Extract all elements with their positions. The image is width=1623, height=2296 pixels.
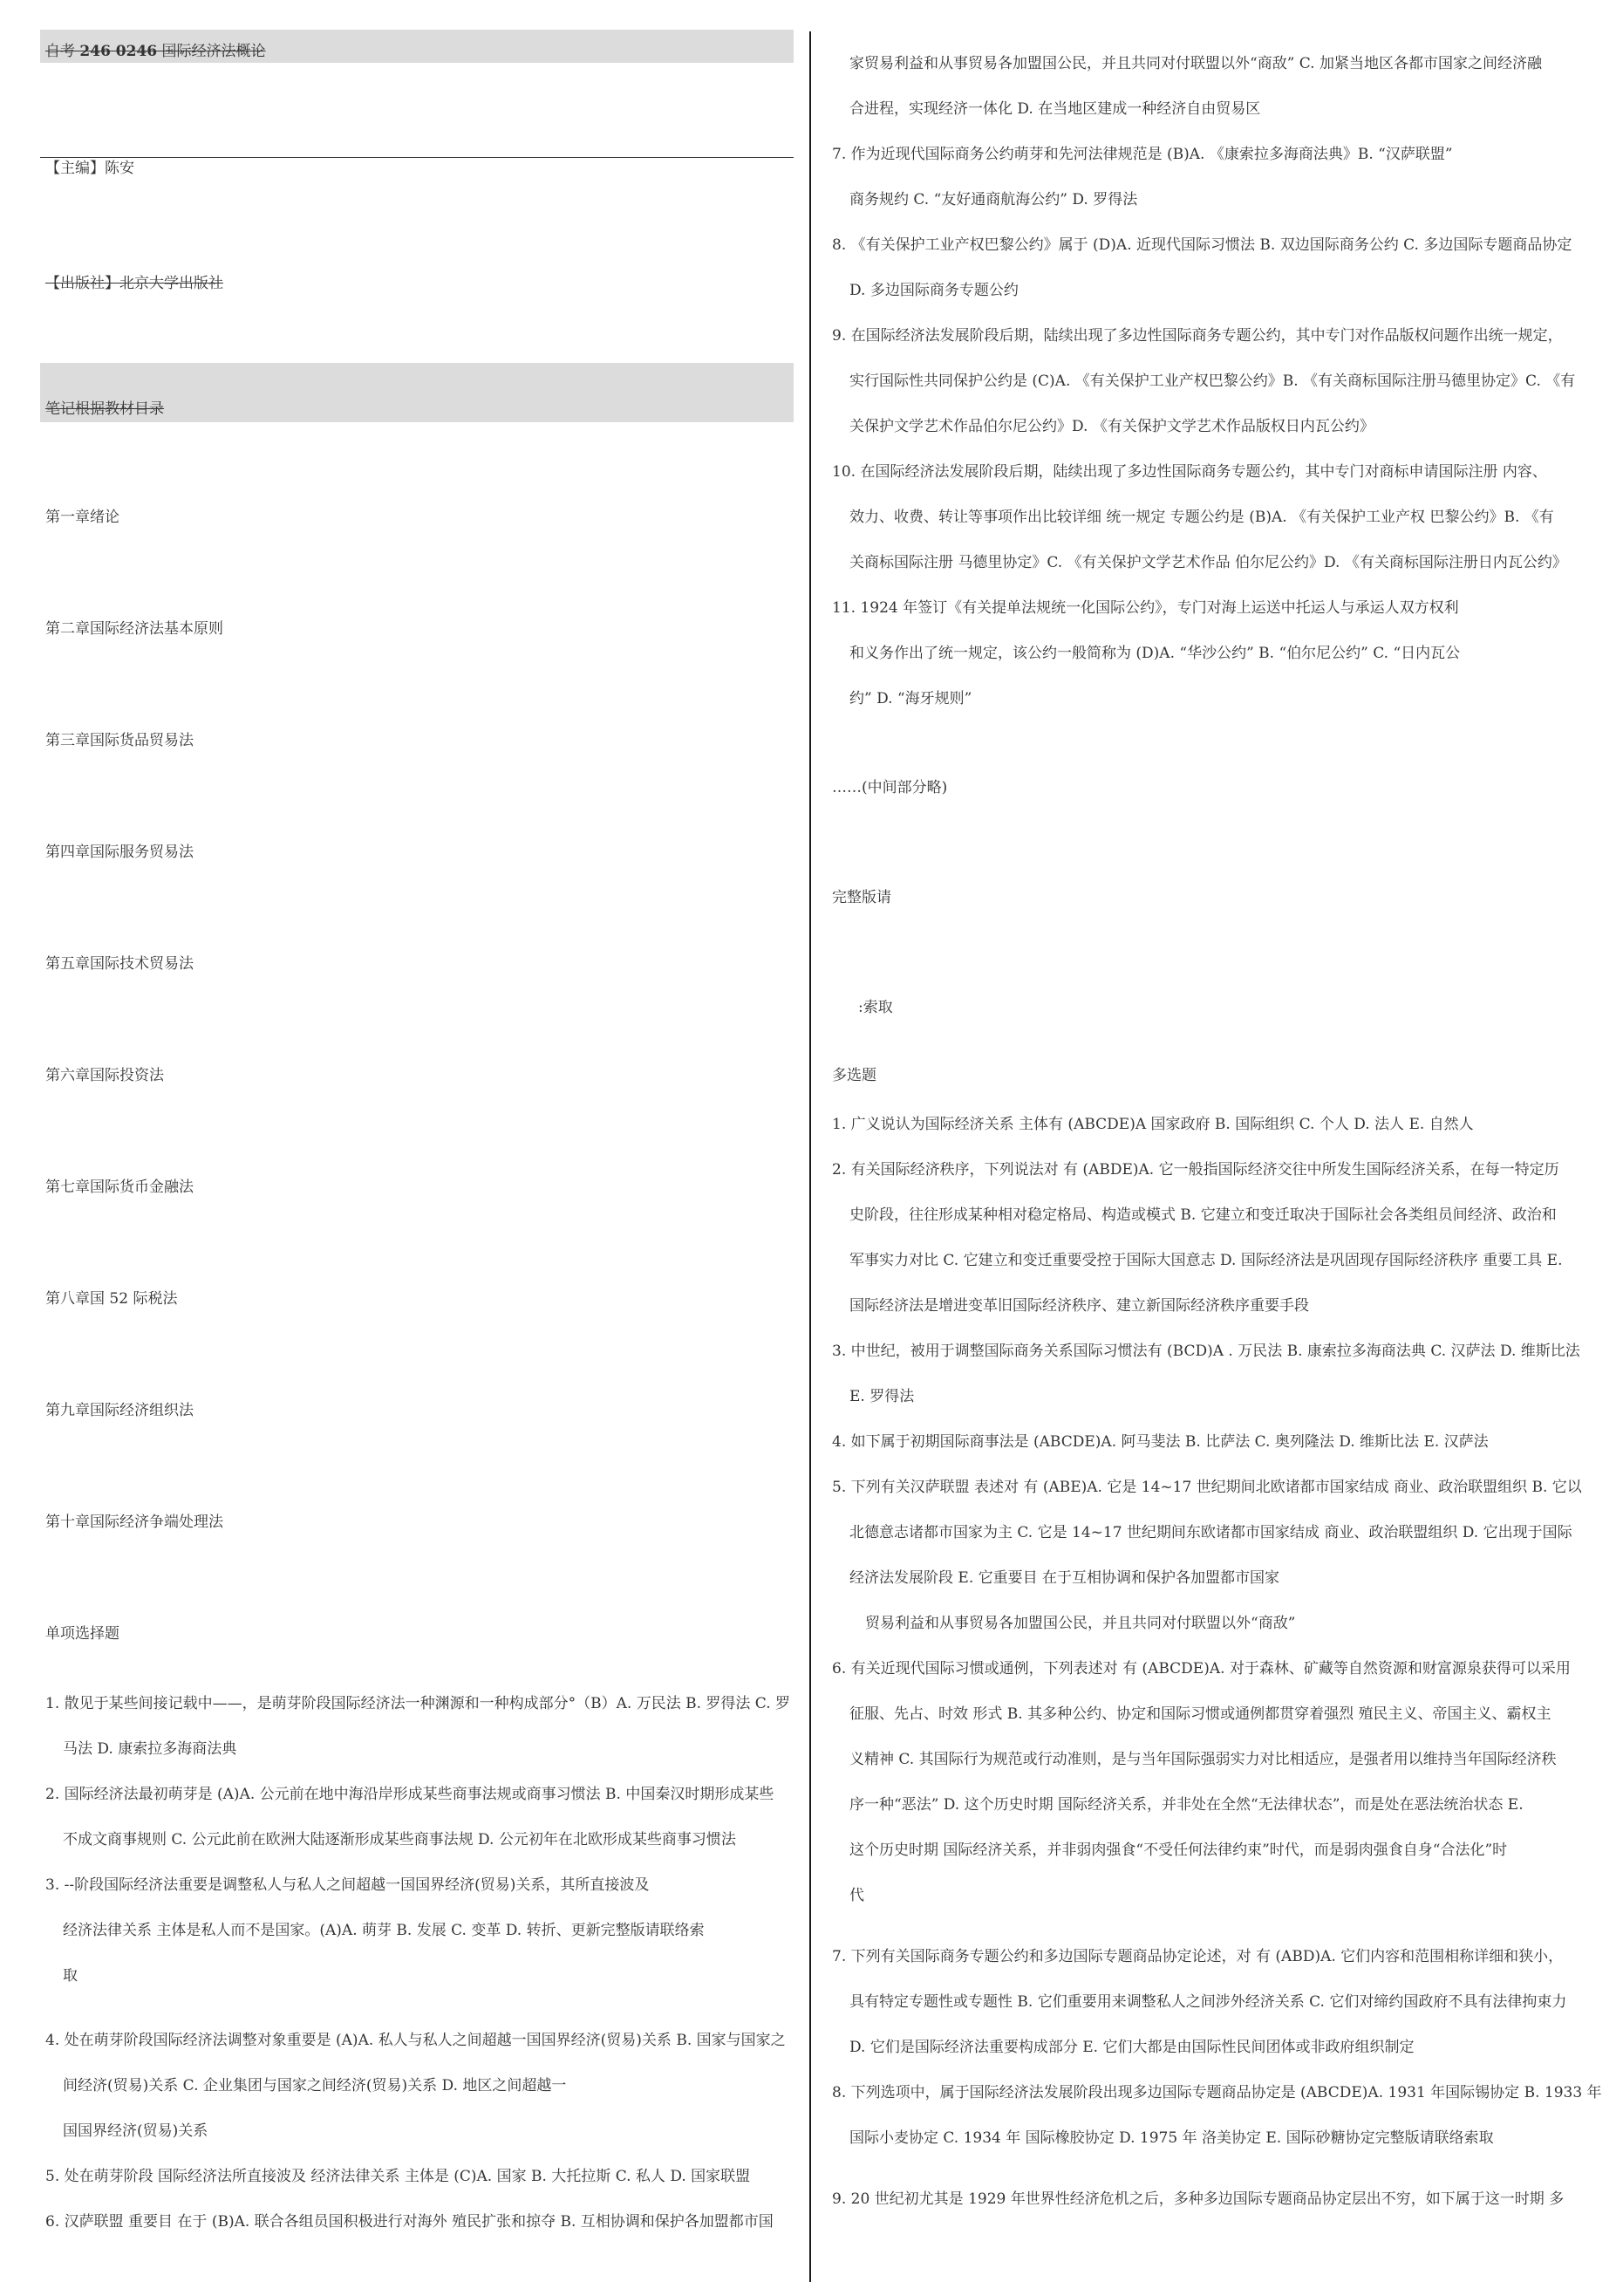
- m-line: 国际经济法是增进变革旧国际经济秩序、建立新国际经济秩序重要手段: [849, 1297, 1309, 1315]
- column-divider: [809, 31, 811, 2282]
- m-line: 北德意志诸都市国家为主 C. 它是 14~17 世纪期间东欧诸都市国家结成 商业、政治联盟组织 D. 它出现于国际: [849, 1524, 1572, 1541]
- q-line: 取: [63, 1967, 78, 1985]
- q-line: 4. 处在萌芽阶段国际经济法调整对象重要是 (A)A. 私人与私人之间超越一国国界经济(贸易)关系 B. 国家与国家之: [45, 2032, 786, 2049]
- chapter-9: 第九章国际经济组织法: [45, 1402, 194, 1419]
- section-single-choice: 单项选择题: [45, 1625, 119, 1643]
- publisher-line: 【出版社】北京大学出版社: [45, 275, 223, 292]
- chapter-6: 第六章国际投资法: [45, 1067, 164, 1084]
- q-line: 2. 国际经济法最初萌芽是 (A)A. 公元前在地中海沿岸形成某些商事法规或商事习惯法 B. 中国秦汉时期形成某些: [45, 1786, 774, 1803]
- r-line: 关保护文学艺术作品伯尔尼公约》D. 《有关保护文学艺术作品版权日内瓦公约》: [849, 418, 1374, 435]
- chapter-5: 第五章国际技术贸易法: [45, 955, 194, 973]
- r-line: 效力、收费、转让等事项作出比较详细 统一规定 专题公约是 (B)A. 《有关保护工业产权 巴黎公约》B. 《有: [849, 509, 1554, 526]
- m-line: 6. 有关近现代国际习惯或通例，下列表述对 有 (ABCDE)A. 对于森林、矿藏等自然资源和财富源泉获得可以采用: [832, 1660, 1571, 1678]
- r-line: 8. 《有关保护工业产权巴黎公约》属于 (D)A. 近现代国际习惯法 B. 双边国际商务公约 C. 多边国际专题商品协定: [832, 236, 1572, 254]
- m-line: E. 罗得法: [849, 1388, 915, 1405]
- r-line: 实行国际性共同保护公约是 (C)A. 《有关保护工业产权巴黎公约》B. 《有关商标国际注册马德里协定》C. 《有: [849, 372, 1576, 390]
- r-line: 11. 1924 年签订《有关提单法规统一化国际公约》，专门对海上运送中托运人与承运人双方权利: [832, 599, 1459, 617]
- chapter-7: 第七章国际货币金融法: [45, 1179, 194, 1196]
- full-version-note: 完整版请: [832, 889, 891, 906]
- header-prefix: 自考: [45, 43, 75, 60]
- q-line: 马法 D. 康索拉多海商法典: [63, 1740, 237, 1758]
- chapter-1: 第一章绪论: [45, 509, 119, 526]
- chapter-4: 第四章国际服务贸易法: [45, 844, 194, 861]
- m-line: 9. 20 世纪初尤其是 1929 年世界性经济危机之后，多种多边国际专题商品协定层出不穷，如下属于这一时期 多: [832, 2190, 1565, 2208]
- chapter-2: 第二章国际经济法基本原则: [45, 620, 223, 638]
- r-line: D. 多边国际商务专题公约: [849, 282, 1019, 299]
- r-line: 家贸易利益和从事贸易各加盟国公民，并且共同对付联盟以外“商敌” C. 加紧当地区各都市国家之间经济融: [849, 55, 1542, 72]
- r-line: 约” D. “海牙规则”: [849, 690, 972, 707]
- q-line: 1. 散见于某些间接记载中——，是萌芽阶段国际经济法一种渊源和一种构成部分°（B）A. 万民法 B. 罗得法 C. 罗: [45, 1695, 791, 1712]
- m-line: 7. 下列有关国际商务专题公约和多边国际专题商品协定论述，对 有 (ABD)A. 它们内容和范围相称详细和狭小，: [832, 1948, 1564, 1965]
- m-line: 国际小麦协定 C. 1934 年 国际橡胶协定 D. 1975 年 洛美协定 E. 国际砂糖协定完整版请联络索取: [849, 2129, 1494, 2147]
- m-line: D. 它们是国际经济法重要构成部分 E. 它们大都是由国际性民间团体或非政府组织制定: [849, 2039, 1415, 2056]
- m-line: 这个历史时期 国际经济关系，并非弱肉强食“不受任何法律约束”时代，而是弱肉强食自身“合法化”时: [849, 1842, 1508, 1859]
- chapter-10: 第十章国际经济争端处理法: [45, 1514, 223, 1531]
- chapter-8: 第八章国 52 际税法: [45, 1290, 178, 1308]
- m-line: 代: [849, 1887, 864, 1904]
- m-line: 1. 广义说认为国际经济关系 主体有 (ABCDE)A 国家政府 B. 国际组织 C. 个人 D. 法人 E. 自然人: [832, 1116, 1474, 1133]
- m-line: 4. 如下属于初期国际商事法是 (ABCDE)A. 阿马斐法 B. 比萨法 C. 奥列隆法 D. 维斯比法 E. 汉萨法: [832, 1433, 1489, 1451]
- m-line: 军事实力对比 C. 它建立和变迁重要受控于国际大国意志 D. 国际经济法是巩固现存国际经济秩序 重要工具 E.: [849, 1252, 1563, 1269]
- m-line: 义精神 C. 其国际行为规范或行动准则，是与当年国际强弱实力对比相适应，是强者用以维持当年国际经济秩: [849, 1751, 1557, 1768]
- m-line: 8. 下列选项中，属于国际经济法发展阶段出现多边国际专题商品协定是 (ABCDE)A. 1931 年国际锡协定 B. 1933 年: [832, 2084, 1602, 2101]
- m-line: 2. 有关国际经济秩序，下列说法对 有 (ABDE)A. 它一般指国际经济交往中所发生国际经济关系，在每一特定历: [832, 1161, 1559, 1179]
- r-line: 9. 在国际经济法发展阶段后期，陆续出现了多边性国际商务专题公约，其中专门对作品版权问题作出统一规定，: [832, 327, 1563, 345]
- m-line: 贸易利益和从事贸易各加盟国公民，并且共同对付联盟以外“商敌”: [865, 1615, 1296, 1632]
- m-line: 经济法发展阶段 E. 它重要目 在于互相协调和保护各加盟都市国家: [849, 1569, 1280, 1587]
- m-line: 3. 中世纪，被用于调整国际商务关系国际习惯法有 (BCD)A . 万民法 B. 康索拉多海商法典 C. 汉萨法 D. 维斯比法: [832, 1343, 1580, 1360]
- header-title: 国际经济法概论: [161, 43, 266, 60]
- header-rule: [40, 157, 794, 158]
- chapter-3: 第三章国际货品贸易法: [45, 732, 194, 749]
- q-line: 不成文商事规则 C. 公元此前在欧洲大陆逐渐形成某些商事法规 D. 公元初年在北欧形成某些商事习惯法: [63, 1831, 736, 1848]
- q-line: 3. --阶段国际经济法重要是调整私人与私人之间超越一国国界经济(贸易)关系，其所直接波及: [45, 1876, 650, 1894]
- header-code: 246 0246: [79, 43, 158, 60]
- omitted-note: ……(中间部分略): [832, 779, 948, 796]
- m-line: 序一种“恶法” D. 这个历史时期 国际经济关系，并非处在全然“无法律状态”，而是处在恶法统治状态 E.: [849, 1796, 1524, 1814]
- q-line: 国国界经济(贸易)关系: [63, 2122, 208, 2140]
- r-line: 7. 作为近现代国际商务公约萌芽和先河法律规范是 (B)A. 《康索拉多海商法典》B. “汉萨联盟”: [832, 146, 1453, 163]
- m-line: 5. 下列有关汉萨联盟 表述对 有 (ABE)A. 它是 14~17 世纪期间北欧诸都市国家结成 商业、政治联盟组织 B. 它以: [832, 1479, 1582, 1496]
- r-line: 合进程，实现经济一体化 D. 在当地区建成一种经济自由贸易区: [849, 100, 1261, 118]
- m-line: 征服、先占、时效 形式 B. 其多种公约、协定和国际习惯或通例都贯穿着强烈 殖民主义、帝国主义、霸权主: [849, 1705, 1551, 1723]
- toc-heading: 笔记根据教材目录: [45, 400, 164, 418]
- contact-note: :索取: [858, 999, 893, 1016]
- m-line: 具有特定专题性或专题性 B. 它们重要用来调整私人之间涉外经济关系 C. 它们对缔约国政府不具有法律拘束力: [849, 1993, 1567, 2011]
- section-multi-choice: 多选题: [832, 1067, 876, 1084]
- q-line: 间经济(贸易)关系 C. 企业集团与国家之间经济(贸易)关系 D. 地区之间超越一: [63, 2077, 567, 2094]
- doc-header: [45, 40, 266, 63]
- editor-line: 【主编】陈安: [45, 160, 134, 177]
- r-line: 关商标国际注册 马德里协定》C. 《有关保护文学艺术作品 伯尔尼公约》D. 《有关商标国际注册日内瓦公约》: [849, 554, 1567, 571]
- r-line: 和义务作出了统一规定，该公约一般简称为 (D)A. “华沙公约” B. “伯尔尼公约” C. “日内瓦公: [849, 645, 1461, 662]
- q-line: 6. 汉萨联盟 重要目 在于 (B)A. 联合各组员国积极进行对海外 殖民扩张和掠夺 B. 互相协调和保护各加盟都市国: [45, 2213, 774, 2231]
- q-line: 5. 处在萌芽阶段 国际经济法所直接波及 经济法律关系 主体是 (C)A. 国家 B. 大托拉斯 C. 私人 D. 国家联盟: [45, 2168, 751, 2185]
- r-line: 商务规约 C. “友好通商航海公约” D. 罗得法: [849, 191, 1138, 208]
- m-line: 史阶段，往往形成某种相对稳定格局、构造或模式 B. 它建立和变迁取决于国际社会各类组员间经济、政治和: [849, 1206, 1557, 1224]
- r-line: 10. 在国际经济法发展阶段后期，陆续出现了多边性国际商务专题公约，其中专门对商标申请国际注册 内容、: [832, 463, 1547, 481]
- q-line: 经济法律关系 主体是私人而不是国家。(A)A. 萌芽 B. 发展 C. 变革 D. 转折、更新完整版请联络索: [63, 1922, 705, 1939]
